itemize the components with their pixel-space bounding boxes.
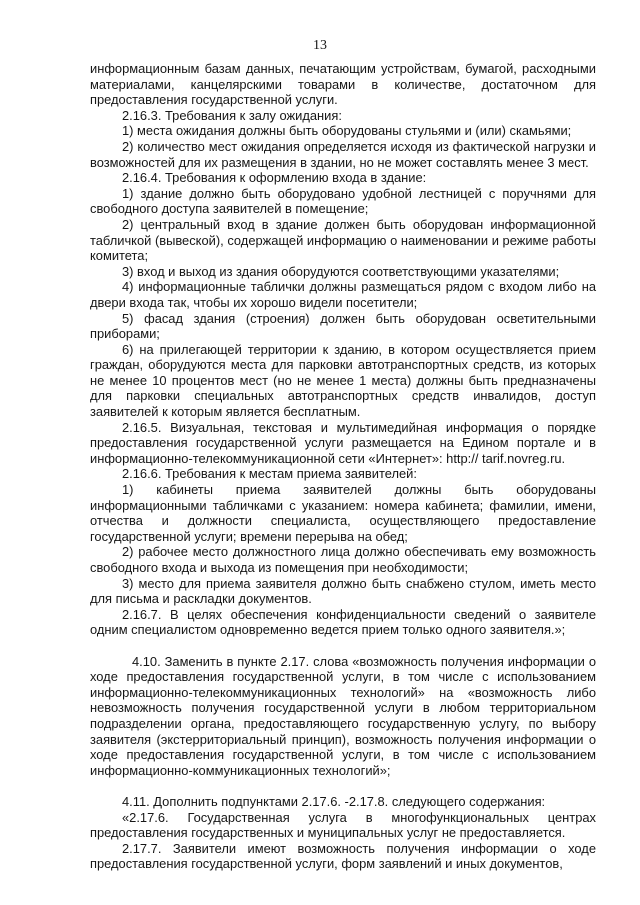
page-number: 13: [313, 38, 327, 53]
paragraph-waiting-item-1: 1) места ожидания должны быть оборудованы стульями и (или) скамьями;: [122, 123, 572, 139]
document-body: [90, 61, 596, 872]
paragraph-continuation: информационным базам данных, печатающим устройствам, бумагой, расходными материалами, канцелярскими товарами в количестве, достаточном для предоставления государственной услуги.: [90, 61, 596, 108]
paragraph-entrance-item-3: 3) вход и выход из здания оборудуются соответствующими указателями;: [122, 263, 560, 279]
paragraph-2-16-5: 2.16.5. Визуальная, текстовая и мультимедийная информация о порядке предоставления государственной услуги размещается на Едином портале и в информационно-телекоммуникационной сети «Интернет»: http:// tarif.novreg.ru.: [90, 419, 596, 466]
paragraph-entrance-item-5: 5) фасад здания (строения) должен быть оборудован осветительными приборами;: [90, 310, 596, 342]
paragraph-entrance-item-4: 4) информационные таблички должны размещаться рядом с входом либо на двери входа так, чтобы их хорошо видели посетители;: [90, 279, 596, 310]
paragraph-waiting-item-2: 2) количество мест ожидания определяется исходя из фактической нагрузки и возможностей для их размещения в здании, но не может составлять менее 3 мест.: [90, 138, 596, 170]
paragraph-2-17-7: 2.17.7. Заявители имеют возможность получения информации о ходе предоставления государственной услуги, форм заявлений и иных документов,: [90, 840, 596, 872]
paragraph-2-17-6: «2.17.6. Государственная услуга в многофункциональных центрах предоставления государственных и муниципальных услуг не предоставляется.: [90, 809, 596, 841]
paragraph-4-11: 4.11. Дополнить подпунктами 2.17.6. -2.17.8. следующего содержания:: [122, 793, 546, 809]
paragraph-2-16-6: 2.16.6. Требования к местам приема заявителей:: [122, 466, 417, 482]
spacer: [90, 638, 596, 654]
paragraph-entrance-item-1: 1) здание должно быть оборудовано удобной лестницей с поручнями для свободного доступа заявителей в помещение;: [90, 185, 596, 217]
paragraph-4-10: 4.10. Заменить в пункте 2.17. слова «возможность получения информации о ходе предоставления государственной услуги, в том числе с использованием информационно-телекоммуникационных технологий» на «возможность либо невозможность получения государственной услуги в любом территориальном подразделении органа, предоставляющего государственную услугу, по выбору заявителя (экстерриториальный принцип), возможность получения информации о ходе предоставления государственной услуги, в том числе с использованием информационно-коммуникационных технологий»;: [90, 653, 596, 778]
paragraph-reception-item-2: 2) рабочее место должностного лица должно обеспечивать ему возможность свободного входа и выхода из помещения при необходимости;: [90, 544, 596, 575]
spacer: [90, 778, 596, 794]
paragraph-reception-item-1: 1) кабинеты приема заявителей должны быть оборудованы информационными табличками с указанием: номера кабинета; фамилии, имени, отчества и должности специалиста, осуществляющего предоставление государственной услуги; времени перерыва на обед;: [90, 482, 596, 544]
paragraph-2-16-7: 2.16.7. В целях обеспечения конфиденциальности сведений о заявителе одним специалистом одновременно ведется прием только одного заявителя.»;: [90, 606, 596, 638]
paragraph-entrance-item-6: 6) на прилегающей территории к зданию, в котором осуществляется прием граждан, оборудуются места для парковки автотранспортных средств, из которых не менее 10 процентов мест (но не менее 1 места) должны быть предназначены для парковки специальных автотранспортных средств инвалидов, доступ заявителей к которым является бесплатным.: [90, 341, 596, 420]
paragraph-reception-item-3: 3) место для приема заявителя должно быть снабжено стулом, иметь место для письма и раскладки документов.: [90, 575, 596, 607]
paragraph-2-16-4: 2.16.4. Требования к оформлению входа в здание:: [122, 170, 427, 186]
paragraph-entrance-item-2: 2) центральный вход в здание должен быть оборудован информационной табличкой (вывеской), содержащей информацию о наименовании и режиме работы комитета;: [90, 216, 596, 264]
paragraph-2-16-3: 2.16.3. Требования к залу ожидания:: [122, 107, 342, 123]
